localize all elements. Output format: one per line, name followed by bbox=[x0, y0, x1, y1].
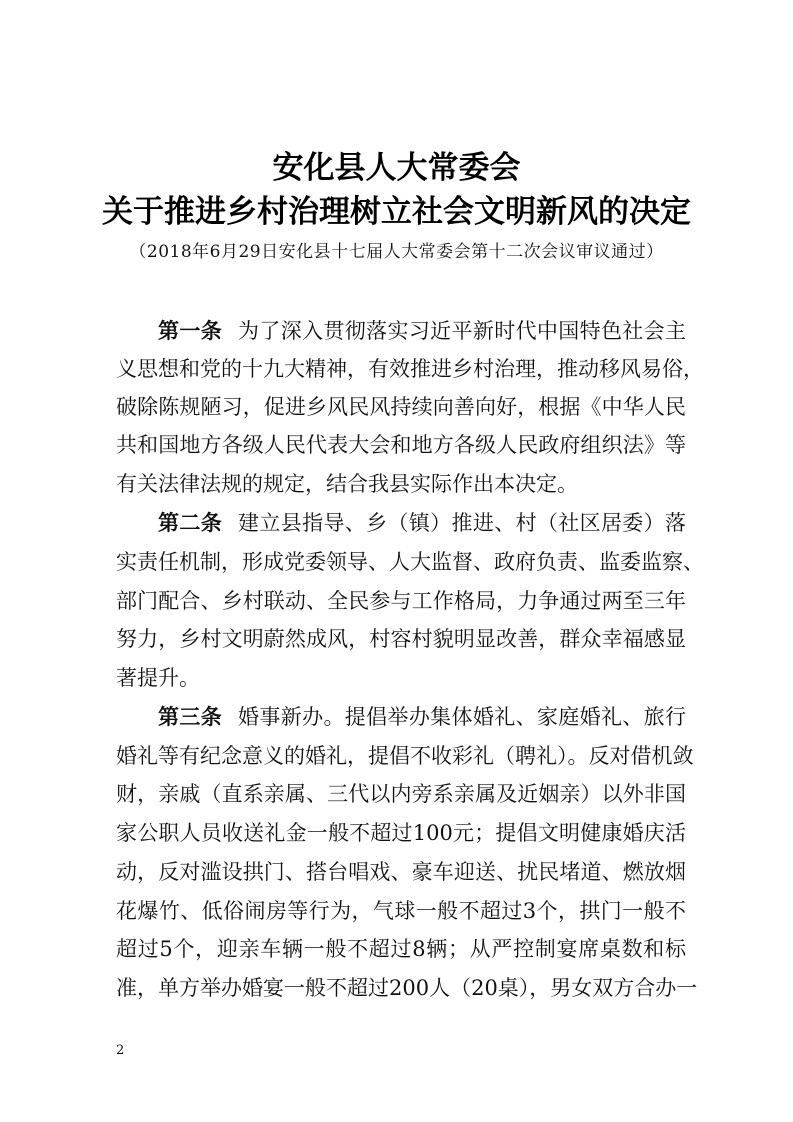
article-3-line-8: 准，单方举办婚宴一般不超过200人（20桌），男女双方合办一 bbox=[116, 976, 698, 1000]
article-1-line-4: 共和国地方各级人民代表大会和地方各级人民政府组织法》等 bbox=[116, 433, 686, 457]
article-2-text-1: 建立县指导、乡（镇）推进、村（社区居委）落 bbox=[238, 511, 687, 535]
article-3-line-7: 超过5个，迎亲车辆一般不超过8辆；从严控制宴席桌数和标 bbox=[116, 937, 686, 961]
document-title-line1: 安化县人大常委会 bbox=[272, 150, 521, 186]
article-3-text-1: 婚事新办。提倡举办集体婚礼、家庭婚礼、旅行 bbox=[238, 705, 687, 729]
page-number: 2 bbox=[116, 1043, 125, 1058]
article-2-line-1 bbox=[158, 508, 686, 538]
article-2-line-5: 著提升。 bbox=[116, 666, 200, 690]
article-1-text-1: 为了深入贯彻落实习近平新时代中国特色社会主 bbox=[238, 319, 687, 343]
article-1-heading: 第一条 bbox=[158, 319, 223, 343]
article-1-line-5: 有关法律法规的规定，结合我县实际作出本决定。 bbox=[116, 472, 578, 496]
document-title-line2: 关于推进乡村治理树立社会文明新风的决定 bbox=[102, 194, 691, 230]
article-3-line-6: 花爆竹、低俗闹房等行为，气球一般不超过3个，拱门一般不 bbox=[116, 899, 686, 923]
article-3-heading: 第三条 bbox=[158, 705, 223, 729]
article-3-line-3: 财，亲戚（直系亲属、三代以内旁系亲属及近姻亲）以外非国 bbox=[116, 782, 686, 806]
article-2-line-2: 实责任机制，形成党委领导、人大监督、政府负责、监委监察、 bbox=[116, 550, 704, 574]
article-3-line-5: 动，反对滥设拱门、搭台唱戏、豪车迎送、扰民堵道、燃放烟 bbox=[116, 860, 686, 884]
article-2-line-4: 努力，乡村文明蔚然成风，村容村貌明显改善，群众幸福感显 bbox=[116, 627, 686, 651]
article-3-line-1 bbox=[158, 702, 686, 732]
article-1-line-2: 义思想和党的十九大精神，有效推进乡村治理，推动移风易俗， bbox=[116, 357, 704, 381]
article-3-line-2: 婚礼等有纪念意义的婚礼，提倡不收彩礼（聘礼）。反对借机敛 bbox=[116, 744, 694, 768]
article-1-line-1 bbox=[158, 316, 686, 346]
article-2-heading: 第二条 bbox=[158, 511, 223, 535]
article-3-line-4: 家公职人员收送礼金一般不超过100元；提倡文明健康婚庆活 bbox=[116, 821, 686, 845]
article-1-line-3: 破除陈规陋习，促进乡风民风持续向善向好，根据《中华人民 bbox=[116, 395, 686, 419]
document-subtitle: （2018年6月29日安化县十七届人大常委会第十二次会议审议通过） bbox=[129, 242, 664, 262]
article-2-line-3: 部门配合、乡村联动、全民参与工作格局，力争通过两至三年 bbox=[116, 589, 686, 613]
